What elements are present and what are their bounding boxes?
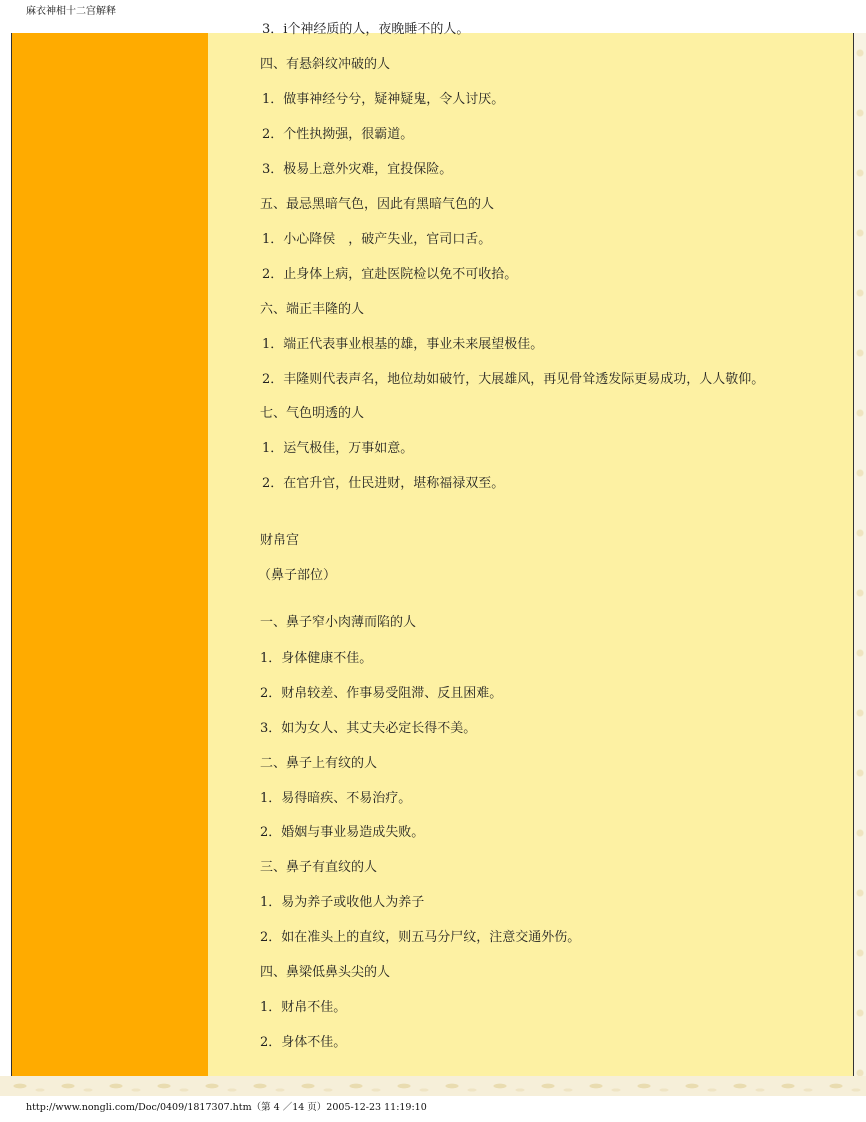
text-line: 1．小心降侯 ，破产失业，官司口舌。: [262, 232, 492, 247]
text-line: 2．如在准头上的直纹，则五马分尸纹，注意交通外伤。: [260, 930, 581, 945]
section-heading: 二、鼻子上有纹的人: [260, 756, 378, 771]
text-line: 1．易得暗疾、不易治疗。: [260, 791, 412, 806]
text-line: 1．端正代表事业根基的雄，事业未来展望极佳。: [262, 337, 544, 352]
text-line: 2．婚姻与事业易造成失败。: [260, 825, 425, 840]
section-heading: 七、气色明透的人: [260, 406, 365, 421]
page-footer-url: http://www.nongli.com/Doc/0409/1817307.htm（第 4 ／14 页）2005-12-23 11:19:10: [26, 1102, 427, 1113]
section-heading: 四、有悬斜纹冲破的人: [260, 57, 391, 72]
text-line: 3．极易上意外灾难，宜投保险。: [262, 162, 453, 177]
section-heading: 四、鼻梁低鼻头尖的人: [260, 965, 391, 980]
chapter-subtitle: （鼻子部位）: [258, 568, 337, 583]
section-heading: 六、端正丰隆的人: [260, 302, 365, 317]
orange-sidebar-column: [12, 33, 208, 1076]
text-line: 1．运气极佳，万事如意。: [262, 441, 414, 456]
text-line: 1．做事神经兮兮，疑神疑鬼，令人讨厌。: [262, 92, 505, 107]
document-title: 麻衣神相十二宫解释: [26, 6, 116, 17]
text-line: 2．财帛较差、作事易受阻滞、反且困难。: [260, 686, 503, 701]
text-line: 3．如为女人、其丈夫必定长得不美。: [260, 721, 477, 736]
text-line: 1．易为养子或收他人为养子: [260, 895, 425, 910]
text-line: 2．丰隆则代表声名，地位劫如破竹，大展雄风，再见骨耸透发际更易成功，人人敬仰。: [262, 372, 765, 387]
section-heading: 一、鼻子窄小肉薄而陷的人: [260, 615, 417, 630]
page-frame: [11, 33, 854, 1076]
decorative-bottom-border: [0, 1076, 866, 1096]
text-line: 2．身体不佳。: [260, 1035, 347, 1050]
text-line: 2．个性执拗强，很霸道。: [262, 127, 414, 142]
text-line: 2．止身体上病，宜赴医院检以免不可收拾。: [262, 267, 518, 282]
text-line: 1．身体健康不佳。: [260, 651, 373, 666]
section-heading: 三、鼻子有直纹的人: [260, 860, 378, 875]
section-heading: 五、最忌黑暗气色，因此有黑暗气色的人: [260, 197, 495, 212]
text-line: 2．在官升官，仕民进财，堪称福禄双至。: [262, 476, 505, 491]
decorative-right-border: [854, 33, 866, 1076]
chapter-title: 财帛宫: [260, 533, 300, 548]
text-line: 1．财帛不佳。: [260, 1000, 347, 1015]
text-line: 3．i个神经质的人，夜晚睡不的人。: [262, 22, 470, 37]
